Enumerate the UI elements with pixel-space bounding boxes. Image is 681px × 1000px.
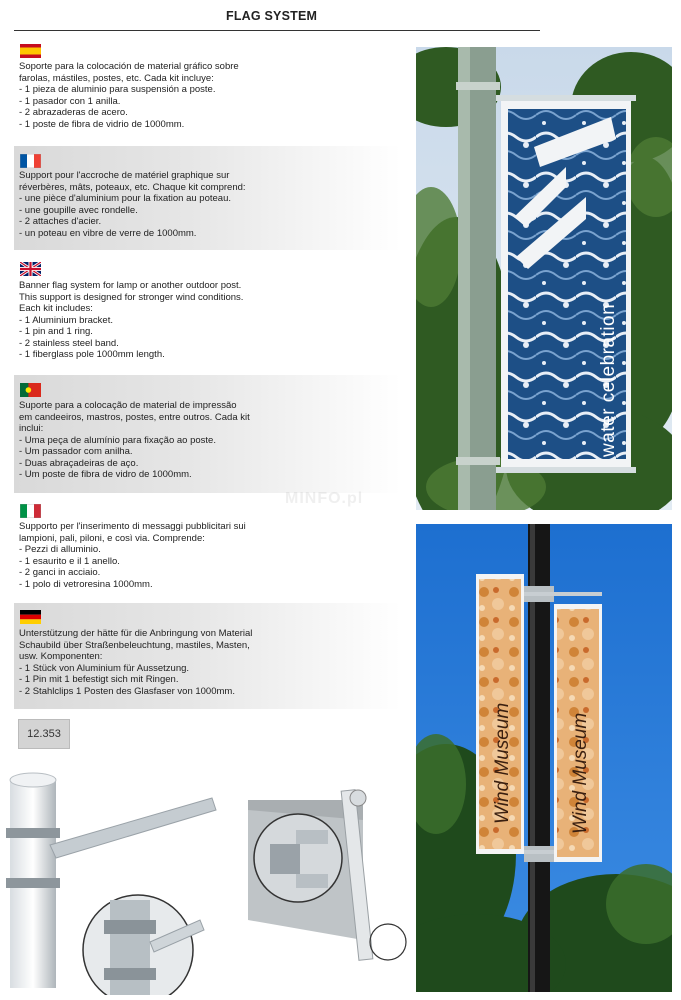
section-text-line: - une goupille avec rondelle. — [19, 204, 138, 216]
section-text-line: - Um passador com anilha. — [19, 446, 133, 457]
section-text-line: - Pezzi di alluminio. — [19, 544, 101, 555]
section-text-line: - 1 Pin mit 1 befestigt sich mit Ringen. — [19, 674, 179, 685]
section-text-line: Support pour l'accroche de matériel graphique sur — [19, 170, 230, 181]
section-text-line: Schaubild über Straßenbeleuchtung, mastiles, Masten, — [19, 639, 250, 651]
section-text-line: Soporte para la colocación de material gráfico sobre — [19, 61, 239, 72]
section-text-line: em candeeiros, mastros, postes, entre outros. Cada kit — [19, 411, 250, 423]
section-es — [14, 40, 401, 142]
bracket-detail-illustration-left — [0, 770, 230, 995]
section-text-line: réverbères, mâts, poteaux, etc. Chaque kit comprend: — [19, 181, 246, 193]
section-text-line: usw. Komponenten: — [19, 651, 103, 662]
photo-wind-museum-banners — [416, 524, 672, 992]
flag-spain-icon — [20, 44, 41, 58]
section-text-line: Banner flag system for lamp or another outdoor post. — [19, 280, 242, 291]
section-text-line: Unterstützung der hätte für die Anbringung von Material — [19, 628, 253, 639]
section-text-line: - Um poste de fibra de vidro de 1000mm. — [19, 469, 192, 480]
flag-germany-icon — [20, 610, 41, 624]
section-en — [14, 256, 401, 370]
section-text-line: - 1 fiberglass pole 1000mm length. — [19, 349, 165, 360]
section-text-line: Suporte para a colocação de material de impressão — [19, 400, 237, 411]
section-text-line: - 1 pasador con 1 anilla. — [19, 95, 121, 107]
section-text-line: - Uma peça de alumínio para fixação ao poste. — [19, 434, 216, 446]
section-text-line: - 2 stainless steel band. — [19, 337, 119, 349]
flag-france-icon — [20, 154, 41, 168]
banner-bottom-left-caption: Wind Museum — [492, 702, 513, 824]
banner-bottom-right-caption: Wind Museum — [570, 712, 591, 834]
section-it — [14, 498, 401, 600]
section-text-line: - 1 poste de fibra de vidrio de 1000mm. — [19, 118, 185, 130]
section-text-line: - 1 pin and 1 ring. — [19, 326, 93, 337]
section-text-line: inclui: — [19, 423, 44, 434]
bracket-detail-illustration-right — [238, 780, 408, 975]
page-title: FLAG SYSTEM — [226, 9, 318, 23]
watermark: MINFO.pl — [285, 490, 364, 507]
section-fr — [14, 146, 401, 250]
section-text-line: - une pièce d'aluminium pour la fixation au poteau. — [19, 193, 232, 204]
section-text-line: - Duas abraçadeiras de aço. — [19, 457, 139, 469]
section-text-line: farolas, mástiles, postes, etc. Cada kit incluye: — [19, 72, 214, 84]
photo-water-celebration-banner — [416, 47, 672, 510]
title-rule — [14, 30, 540, 31]
flag-uk-icon — [20, 262, 41, 276]
section-de — [14, 603, 401, 709]
section-text-line: - 2 Stahlclips 1 Posten des Glasfaser von 1000mm. — [19, 685, 235, 697]
flag-italy-icon — [20, 504, 41, 518]
section-text-line: Each kit includes: — [19, 303, 93, 314]
section-text-line: - 1 polo di vetroresina 1000mm. — [19, 578, 153, 590]
section-text-line: - 1 Aluminium bracket. — [19, 314, 113, 326]
section-text-line: - 2 ganci in acciaio. — [19, 567, 101, 578]
section-text-line: - un poteau en vibre de verre de 1000mm. — [19, 227, 197, 239]
section-text-line: lampioni, pali, piloni, e così via. Comprende: — [19, 532, 205, 544]
section-pt — [14, 375, 401, 493]
section-text-line: - 1 esaurito e il 1 anello. — [19, 555, 120, 567]
section-text-line: - 1 Stück von Aluminium für Aussetzung. — [19, 662, 190, 674]
section-text-line: - 1 pieza de aluminio para suspensión a poste. — [19, 84, 216, 95]
flag-portugal-icon — [20, 383, 41, 397]
section-text-line: This support is designed for stronger wind conditions. — [19, 291, 244, 303]
section-text-line: Supporto per l'inserimento di messaggi pubblicitari sui — [19, 521, 246, 532]
product-code: 12.353 — [18, 719, 70, 749]
section-text-line: - 2 attaches d'acier. — [19, 216, 102, 227]
section-text-line: - 2 abrazaderas de acero. — [19, 107, 128, 118]
banner-top-caption: water celebration — [598, 303, 619, 457]
